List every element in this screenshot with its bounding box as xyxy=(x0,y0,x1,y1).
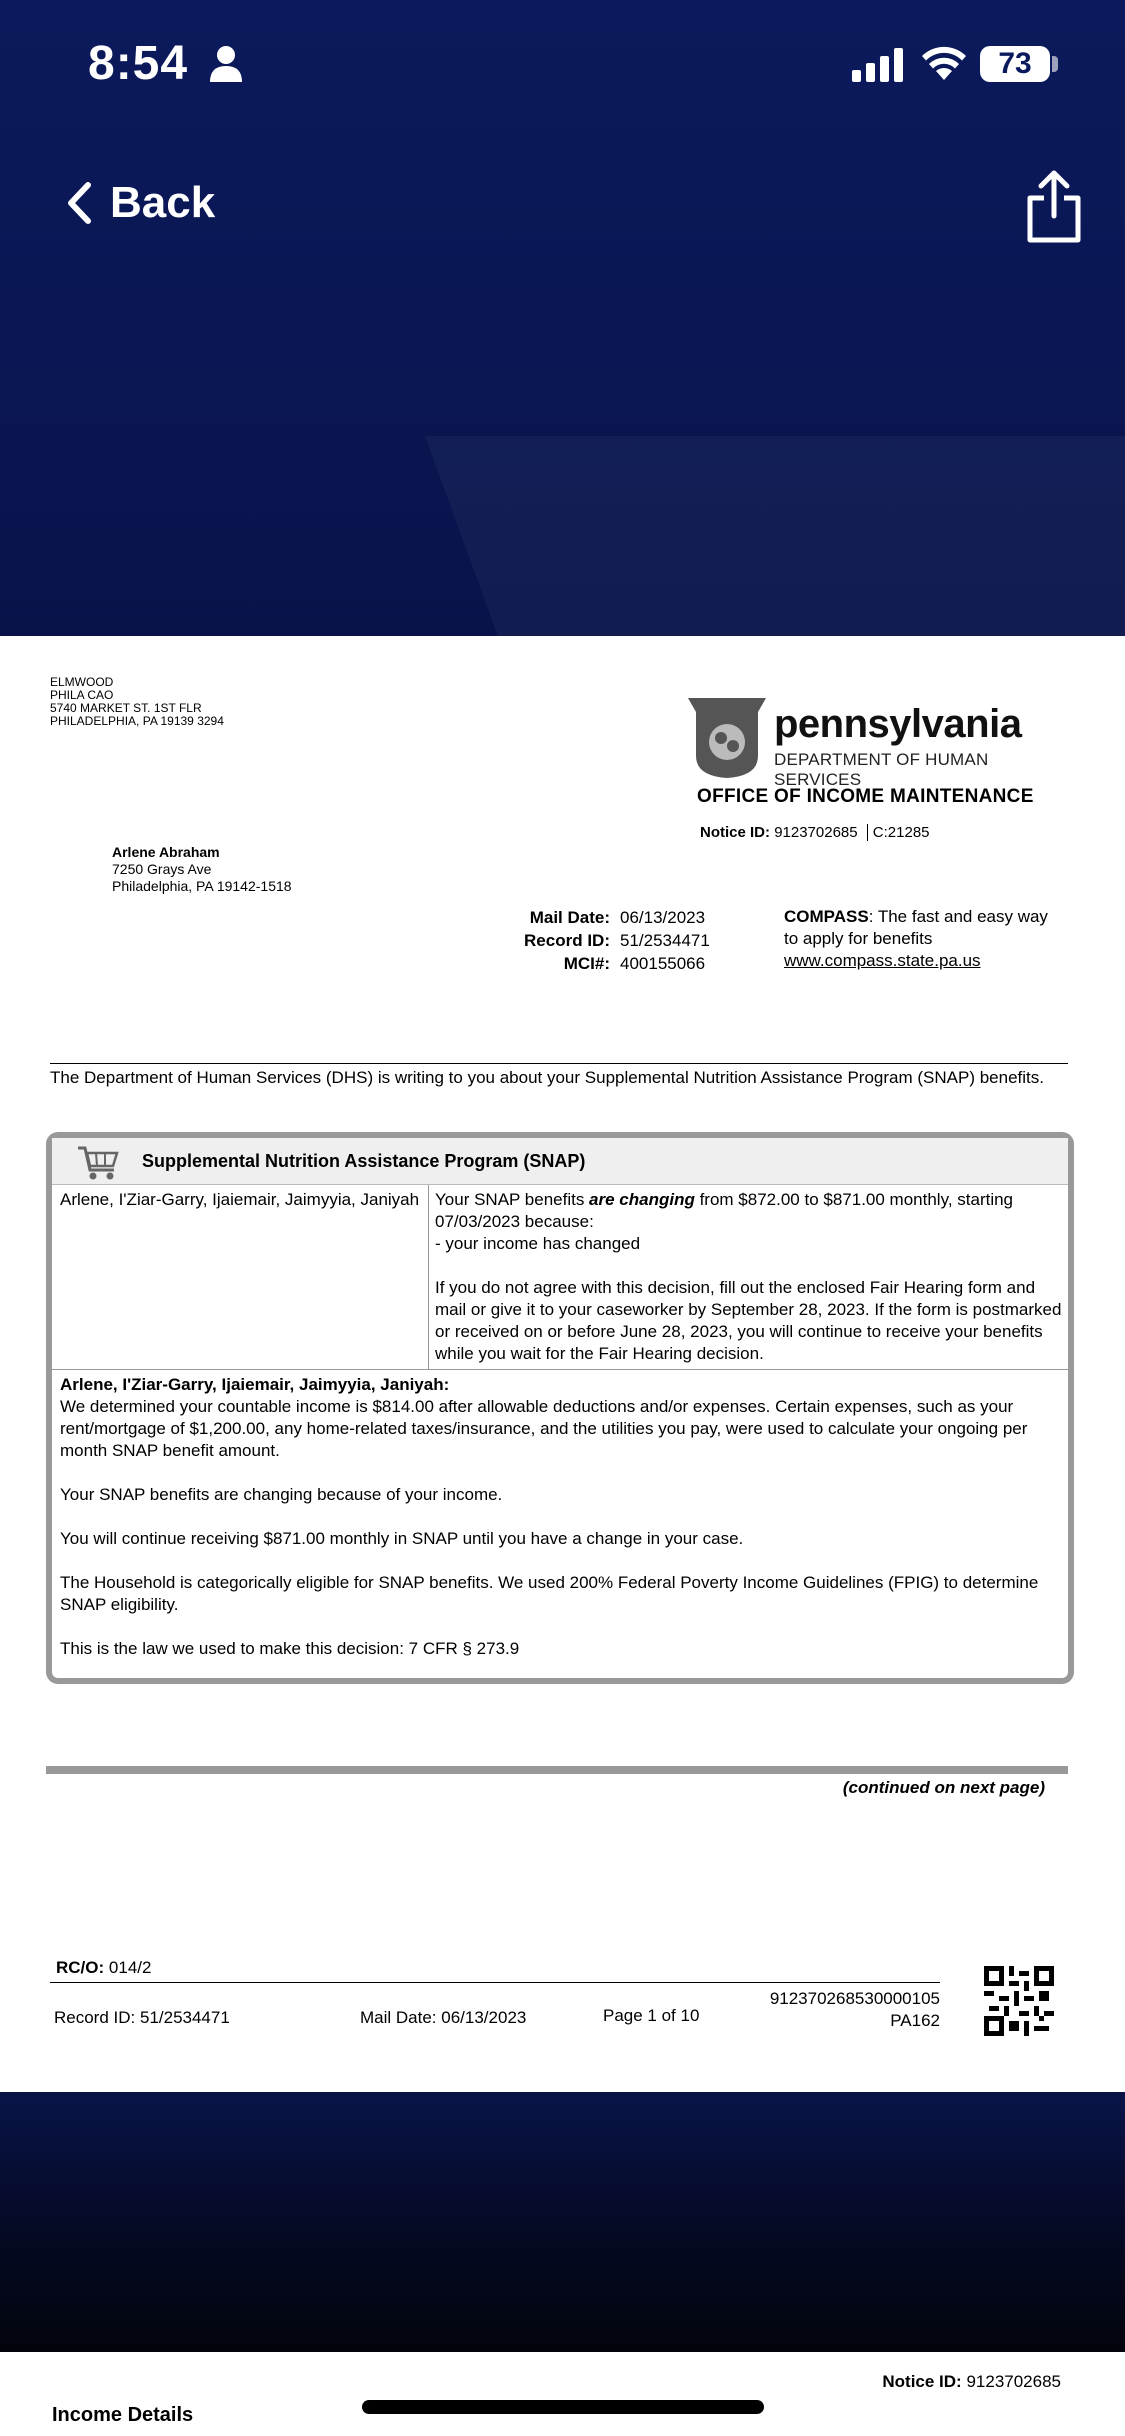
footer-mail-value: 06/13/2023 xyxy=(441,2008,527,2027)
next-notice-value: 9123702685 xyxy=(966,2372,1061,2391)
logo-wordmark: pennsylvania xyxy=(774,702,1022,746)
fair-hearing-text: If you do not agree with this decision, fill out the enclosed Fair Hearing form and mail or give it to your caseworker by September 28, 2023. If the form is postmarked or received on or before June 28, 2023, you will continue to receive your benefits while you wait for the Fair Hearing decision. xyxy=(435,1278,1062,1363)
mail-meta xyxy=(490,906,710,975)
case-code: C:21285 xyxy=(872,824,930,841)
recipient-address xyxy=(112,844,292,895)
record-id-label: Record ID: xyxy=(524,931,610,950)
benefit-change-details xyxy=(429,1185,1068,1369)
notice-document-page xyxy=(0,636,1125,2092)
explanation-names: Arlene, I'Ziar-Garry, Ijaiemair, Jaimyyia, Janiyah: xyxy=(60,1375,450,1394)
back-label: Back xyxy=(110,178,216,227)
next-notice-label: Notice ID: xyxy=(882,2372,962,2391)
snap-explanation xyxy=(52,1370,1068,1678)
mci-value: 400155066 xyxy=(620,954,706,973)
share-icon[interactable] xyxy=(1024,170,1084,244)
battery-nub xyxy=(1052,56,1058,72)
notice-id-line xyxy=(700,824,930,841)
qr-code-icon xyxy=(984,1966,1054,2036)
sender-address-line: 5740 MARKET ST. 1ST FLR xyxy=(50,701,202,715)
sender-address-line: PHILA CAO xyxy=(50,688,114,702)
change-reason: - your income has changed xyxy=(435,1234,641,1253)
eligibility-paragraph: The Household is categorically eligible for SNAP benefits. We used 200% Federal Poverty Income Guidelines (FPIG) to determine SNAP eligibility. xyxy=(60,1573,1039,1614)
compass-link[interactable]: www.compass.state.pa.us xyxy=(784,951,981,970)
compass-info xyxy=(784,906,1054,972)
footer-divider xyxy=(50,1982,940,1983)
intro-paragraph: The Department of Human Services (DHS) is writing to you about your Supplemental Nutrition Assistance Program (SNAP) benefits. xyxy=(50,1063,1068,1090)
mail-date-label: Mail Date: xyxy=(529,908,610,927)
background-sheen xyxy=(425,436,1125,640)
header-background xyxy=(0,0,1125,640)
logo-department: DEPARTMENT OF HUMAN SERVICES xyxy=(774,750,989,789)
status-bar xyxy=(0,36,1125,96)
snap-box-title: Supplemental Nutrition Assistance Program (SNAP) xyxy=(142,1151,586,1171)
snap-benefits-box xyxy=(46,1132,1074,1684)
cellular-signal-icon xyxy=(852,48,906,82)
rco-value: 014/2 xyxy=(108,1958,152,1977)
back-button[interactable] xyxy=(66,178,215,228)
sender-address-line: ELMWOOD xyxy=(50,675,114,689)
footer-record-label: Record ID: xyxy=(54,2008,136,2027)
wifi-icon xyxy=(920,44,968,82)
income-details-heading: Income Details xyxy=(52,2404,194,2426)
chevron-left-icon xyxy=(66,181,92,225)
recipient-street: 7250 Grays Ave xyxy=(112,861,212,877)
notice-id-value: 9123702685 xyxy=(774,824,858,841)
home-indicator[interactable] xyxy=(362,2400,764,2414)
form-code: PA162 xyxy=(890,2011,940,2030)
footer-record-id xyxy=(54,2008,230,2028)
mail-date-value: 06/13/2023 xyxy=(620,908,706,927)
footer-mail-date xyxy=(360,2008,526,2028)
change-text-start: Your SNAP benefits xyxy=(435,1190,590,1209)
office-title: OFFICE OF INCOME MAINTENANCE xyxy=(697,786,1034,807)
recipient-city: Philadelphia, PA 19142-1518 xyxy=(112,878,292,894)
change-emphasis: are changing xyxy=(589,1190,695,1209)
snap-summary-row xyxy=(52,1185,1068,1370)
footer-record-value: 51/2534471 xyxy=(139,2008,230,2027)
keystone-seal-icon xyxy=(686,696,768,780)
person-icon xyxy=(208,44,244,84)
compass-name: COMPASS xyxy=(784,907,869,926)
mci-label: MCI#: xyxy=(563,954,610,973)
footer-codes xyxy=(740,1988,940,2032)
sender-address xyxy=(50,676,224,728)
battery-indicator xyxy=(980,46,1050,82)
snap-box-header xyxy=(52,1138,1068,1185)
household-names: Arlene, I'Ziar-Garry, Ijaiemair, Jaimyyia, Janiyah xyxy=(52,1185,429,1369)
rco-label: RC/O: xyxy=(56,1958,105,1977)
pa-dhs-logo xyxy=(686,696,1066,789)
viewer-background-bottom xyxy=(0,2092,1125,2352)
law-paragraph: This is the law we used to make this decision: 7 CFR § 273.9 xyxy=(60,1639,520,1658)
next-page-notice-id xyxy=(882,2372,1061,2392)
compass-text: : The fast and easy way to apply for benefits xyxy=(784,907,1048,948)
barcode-number: 912370268530000105 xyxy=(769,1989,940,2008)
continued-note: (continued on next page) xyxy=(842,1778,1045,1797)
income-paragraph: We determined your countable income is $814.00 after allowable deductions and/or expenses. Certain expenses, such as your rent/mortgage of $1,200.00, any home-related taxes/insurance, and the utilities you pay, were used to calculate your ongoing per month SNAP benefit amount. xyxy=(60,1397,1028,1460)
battery-level: 73 xyxy=(998,47,1032,80)
rco-line xyxy=(56,1958,151,1978)
recipient-name: Arlene Abraham xyxy=(112,844,220,860)
page-number: Page 1 of 10 xyxy=(603,2006,700,2025)
shopping-cart-icon xyxy=(76,1144,120,1182)
sender-address-line: PHILADELPHIA, PA 19139 3294 xyxy=(50,714,224,728)
footer-mail-label: Mail Date: xyxy=(360,2008,437,2027)
next-page-peek xyxy=(0,2352,1125,2436)
change-reason-paragraph: Your SNAP benefits are changing because of your income. xyxy=(60,1485,503,1504)
status-time: 8:54 xyxy=(88,37,189,90)
notice-id-label: Notice ID: xyxy=(700,824,771,841)
continue-paragraph: You will continue receiving $871.00 monthly in SNAP until you have a change in your case. xyxy=(60,1529,744,1548)
change-text-end: from $872.00 to $871.00 monthly, starting 07/03/2023 because: xyxy=(435,1190,1014,1231)
section-divider xyxy=(46,1766,1068,1774)
record-id-value: 51/2534471 xyxy=(620,931,710,950)
